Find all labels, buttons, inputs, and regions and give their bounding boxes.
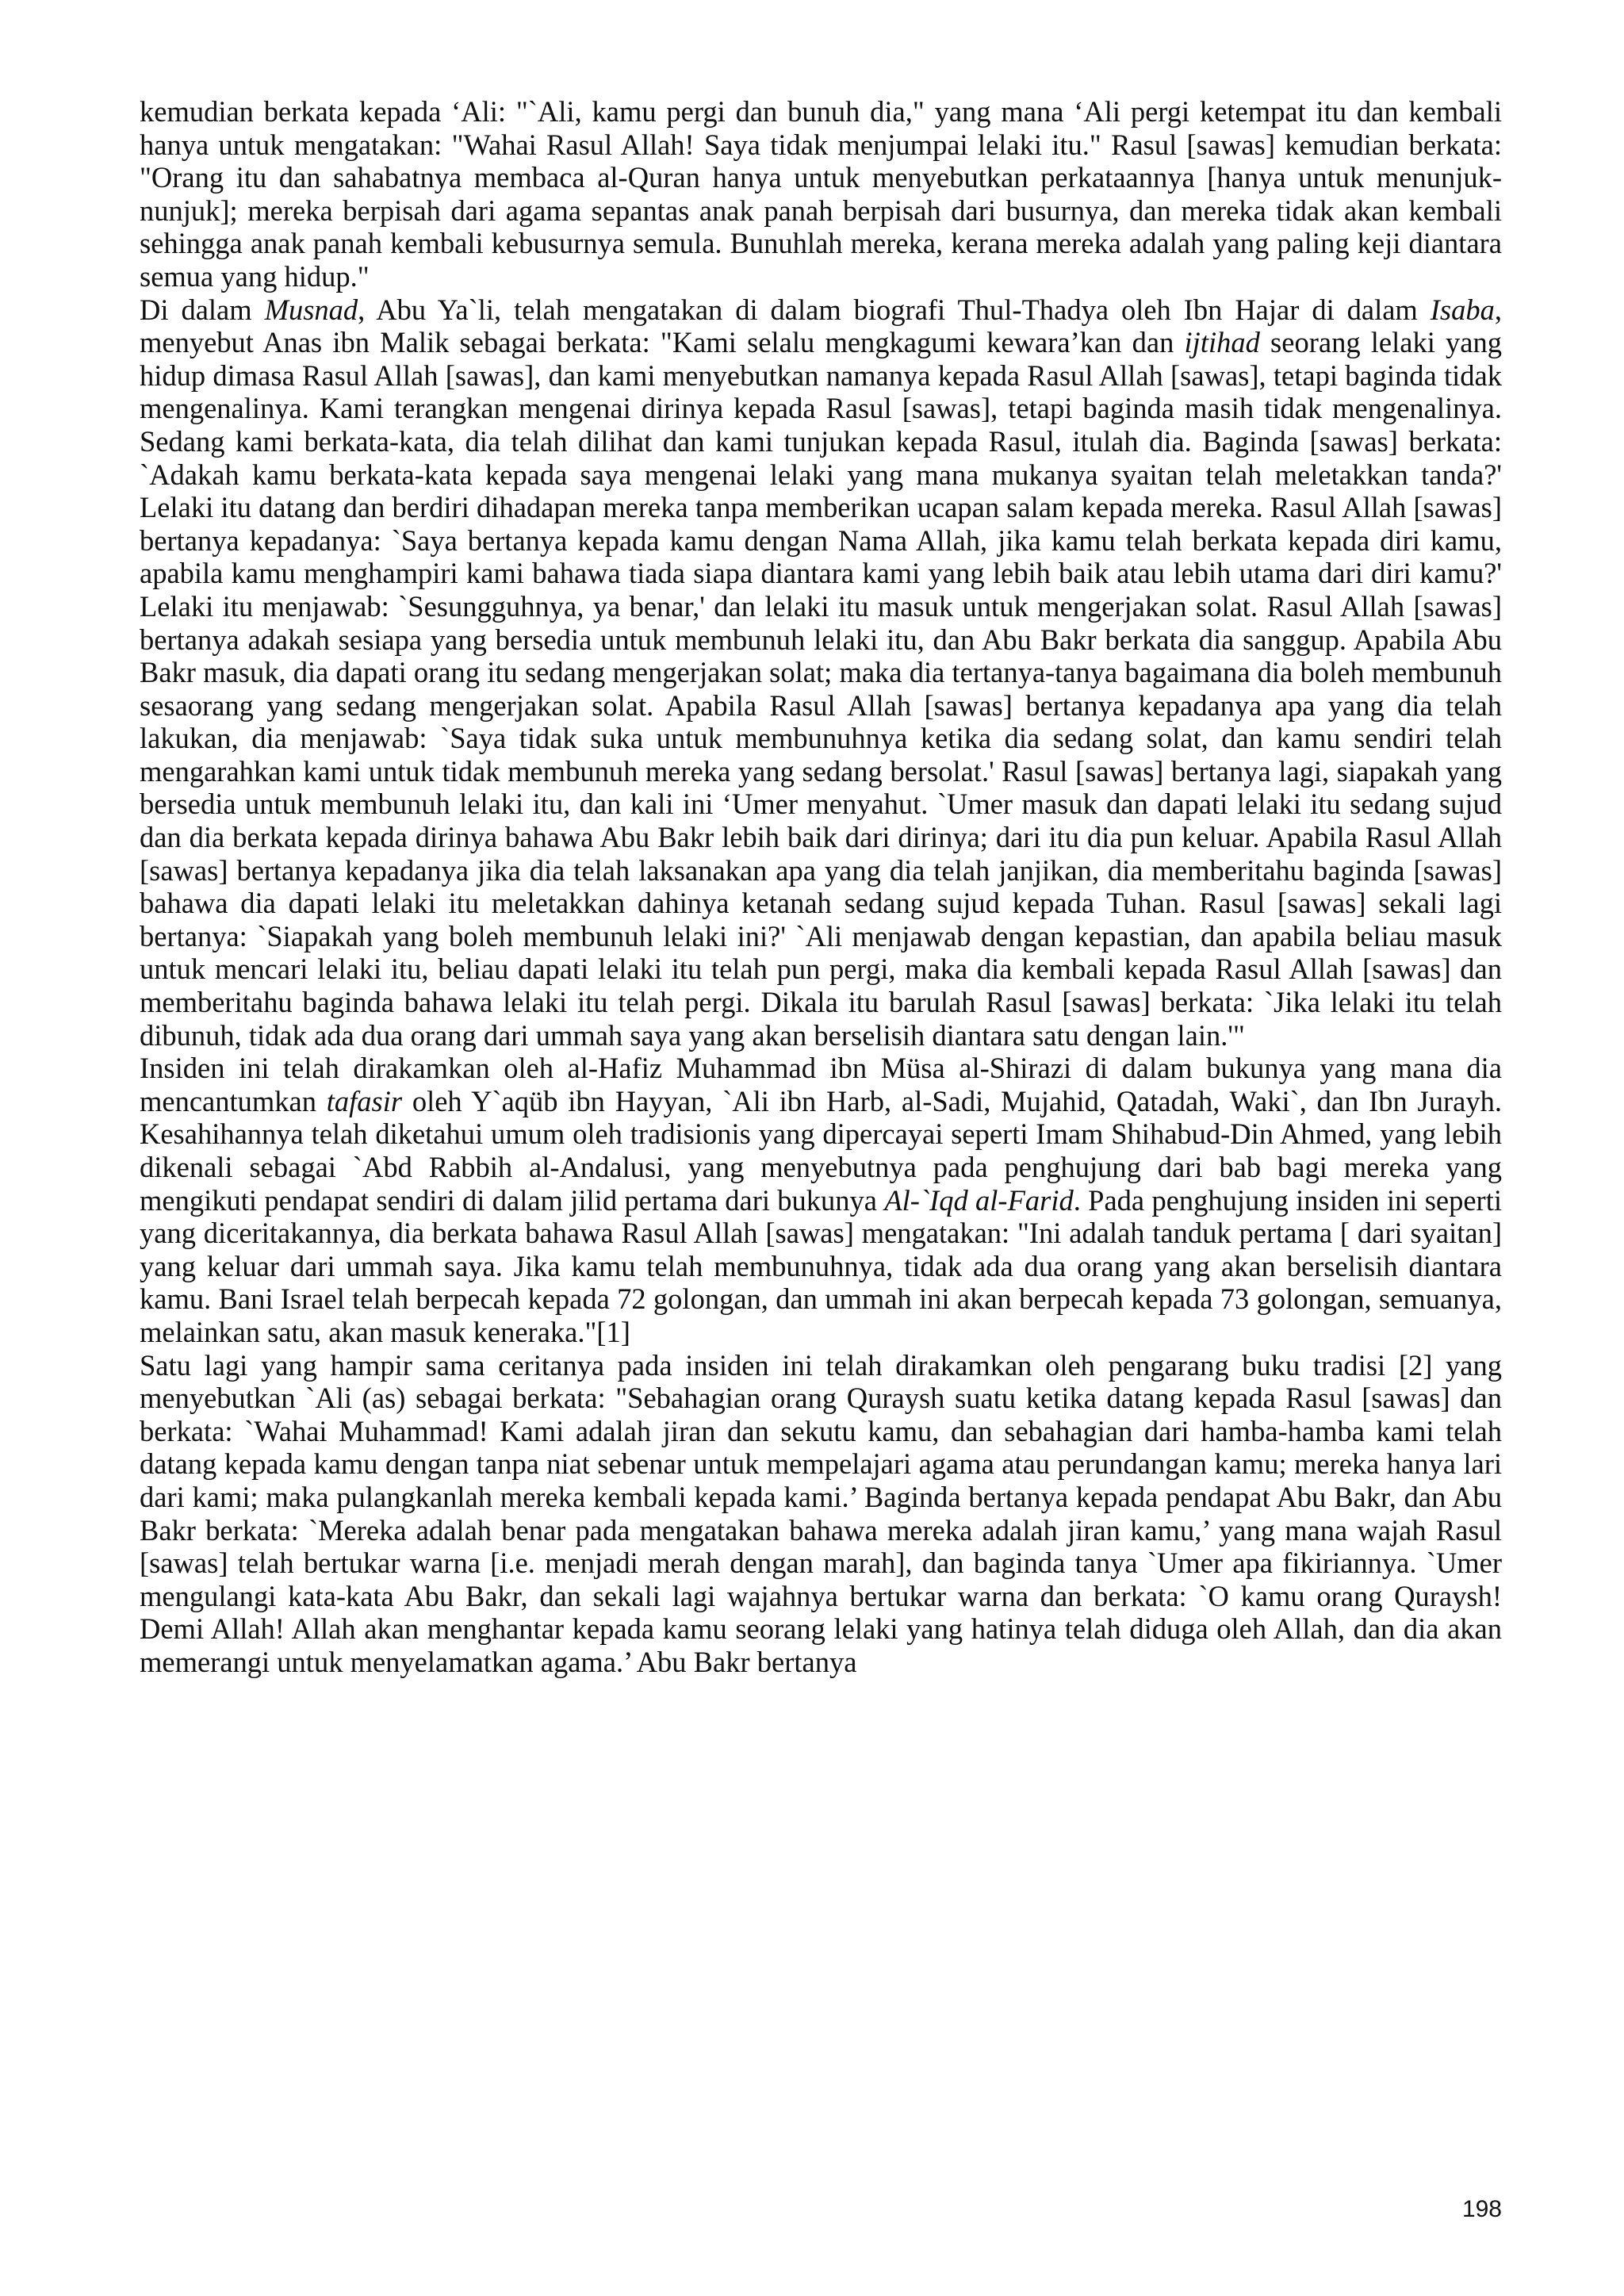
- text-run: . Pada penghujung insiden ini seperti yang diceritakannya, dia berkata bahawa Rasul Allah [sawas] mengatakan: "Ini adalah tanduk pertama [ dari syaitan] yang keluar dari ummah saya. Jika kamu telah membunuhnya, tidak ada dua orang yang akan berselisih diantara kamu. Bani Israel telah berpecah kepada 72 golongan, dan ummah ini akan berpecah kepada 73 golongan, semuanya, melainkan satu, akan masuk keneraka."[1]: [140, 1183, 1502, 1348]
- italic-term-ijtihad: ijtihad: [1184, 326, 1260, 359]
- text-run: , Abu Ya`li, telah mengatakan di dalam biografi Thul-Thadya oleh Ibn Hajar di dalam: [358, 293, 1431, 326]
- italic-book-title: Al-`Iqd al-Farid: [884, 1183, 1074, 1217]
- text-run: kemudian berkata kepada ‘Ali: "`Ali, kamu pergi dan bunuh dia," yang mana ‘Ali pergi ketempat itu dan kembali hanya untuk mengatakan: "Wahai Rasul Allah! Saya tidak menjumpai lelaki itu." Rasul [sawas] kemudian berkata: "Orang itu dan sahabatnya membaca al-Quran hanya untuk menyebutkan perkataannya [hanya untuk menunjuk-nunjuk]; mereka berpisah dari agama sepantas anak panah berpisah dari busurnya, dan mereka tidak akan kembali sehingga anak panah kembali kebusurnya semula. Bunuhlah mereka, kerana mereka adalah yang paling keji diantara semua yang hidup.": [140, 95, 1502, 293]
- text-run: Satu lagi yang hampir sama ceritanya pada insiden ini telah dirakamkan oleh pengarang buku tradisi [2] yang menyebutkan `Ali (as) sebagai berkata: "Sebahagian orang Quraysh suatu ketika datang kepada Rasul [sawas] dan berkata: `Wahai Muhammad! Kami adalah jiran dan sekutu kamu, dan sebahagian dari hamba-hamba kami telah datang kepada kamu dengan tanpa niat sebenar untuk mempelajari agama atau perundangan kamu; mereka hanya lari dari kami; maka pulangkanlah mereka kembali kepada kami.’ Baginda bertanya kepada pendapat Abu Bakr, dan Abu Bakr berkata: `Mereka adalah benar pada mengatakan bahawa mereka adalah jiran kamu,’ yang mana wajah Rasul [sawas] telah bertukar warna [i.e. menjadi merah dengan marah], dan baginda tanya `Umer apa fikiriannya. `Umer mengulangi kata-kata Abu Bakr, dan sekali lagi wajahnya bertukar warna dan berkata: `O kamu orang Quraysh! Demi Allah! Allah akan menghantar kepada kamu seorang lelaki yang hatinya telah diduga oleh Allah, dan dia akan memerangi untuk menyelamatkan agama.’ Abu Bakr bertanya: [140, 1348, 1502, 1678]
- paragraph-4: [140, 1349, 1502, 1679]
- page-body: [140, 95, 1502, 1679]
- page-number: 198: [1461, 2196, 1502, 2222]
- paragraph-3: [140, 1052, 1502, 1348]
- text-run: oleh Y`aqüb ibn Hayyan, `Ali ibn Harb, al-Sadi, Mujahid, Qatadah, Waki`, dan Ibn Jurayh. Kesahihannya telah diketahui umum oleh tradisionis yang dipercayai seperti Imam Shihabud-Din Ahmed, yang lebih dikenali sebagai `Abd Rabbih al-Andalusi, yang menyebutnya pada penghujung dari bab bagi mereka yang mengikuti pendapat sendiri di dalam jilid pertama dari bukunya: [140, 1084, 1502, 1217]
- italic-term-tafasir: tafasir: [326, 1084, 403, 1117]
- italic-term-isaba: Isaba: [1430, 293, 1495, 326]
- paragraph-1: [140, 95, 1502, 293]
- text-run: Insiden ini telah dirakamkan oleh al-Hafiz Muhammad ibn Müsa al-Shirazi di dalam bukunya yang mana dia mencantumkan: [140, 1052, 1502, 1117]
- paragraph-2: [140, 293, 1502, 1052]
- text-run: seorang lelaki yang hidup dimasa Rasul Allah [sawas], dan kami menyebutkan namanya kepada Rasul Allah [sawas], tetapi baginda tidak mengenalinya. Kami terangkan mengenai dirinya kepada Rasul [sawas], tetapi baginda masih tidak mengenalinya. Sedang kami berkata-kata, dia telah dilihat dan kami tunjukan kepada Rasul, itulah dia. Baginda [sawas] berkata: `Adakah kamu berkata-kata kepada saya mengenai lelaki yang mana mukanya syaitan telah meletakkan tanda?' Lelaki itu datang dan berdiri dihadapan mereka tanpa memberikan ucapan salam kepada mereka. Rasul Allah [sawas] bertanya kepadanya: `Saya bertanya kepada kamu dengan Nama Allah, jika kamu telah berkata kepada diri kamu, apabila kamu menghampiri kami bahawa tiada siapa diantara kami yang lebih baik atau lebih utama dari diri kamu?' Lelaki itu menjawab: `Sesungguhnya, ya benar,' dan lelaki itu masuk untuk mengerjakan solat. Rasul Allah [sawas] bertanya adakah sesiapa yang bersedia untuk membunuh lelaki itu, dan Abu Bakr berkata dia sanggup. Apabila Abu Bakr masuk, dia dapati orang itu sedang mengerjakan solat; maka dia tertanya-tanya bagaimana dia boleh membunuh sesaorang yang sedang mengerjakan solat. Apabila Rasul Allah [sawas] bertanya kepadanya apa yang dia telah lakukan, dia menjawab: `Saya tidak suka untuk membunuhnya ketika dia sedang solat, dan kamu sendiri telah mengarahkan kami untuk tidak membunuh mereka yang sedang bersolat.' Rasul [sawas] bertanya lagi, siapakah yang bersedia untuk membunuh lelaki itu, dan kali ini ‘Umer menyahut. `Umer masuk dan dapati lelaki itu sedang sujud dan dia berkata kepada dirinya bahawa Abu Bakr lebih baik dari dirinya; dari itu dia pun keluar. Apabila Rasul Allah [sawas] bertanya kepadanya jika dia telah laksanakan apa yang dia telah janjikan, dia memberitahu baginda [sawas] bahawa dia dapati lelaki itu meletakkan dahinya ketanah sedang sujud kepada Tuhan. Rasul [sawas] sekali lagi bertanya: `Siapakah yang boleh membunuh lelaki ini?' `Ali menjawab dengan kepastian, dan apabila beliau masuk untuk mencari lelaki itu, beliau dapati lelaki itu telah pun pergi, maka dia kembali kepada Rasul Allah [sawas] dan memberitahu baginda bahawa lelaki itu telah pergi. Dikala itu barulah Rasul [sawas] berkata: `Jika lelaki itu telah dibunuh, tidak ada dua orang dari ummah saya yang akan berselisih diantara satu dengan lain.'": [140, 326, 1502, 1052]
- text-run: Di dalam: [140, 293, 265, 326]
- text-run: , menyebut Anas ibn Malik sebagai berkata: "Kami selalu mengkagumi kewara’kan dan: [140, 293, 1502, 359]
- italic-term-musnad: Musnad: [264, 293, 358, 326]
